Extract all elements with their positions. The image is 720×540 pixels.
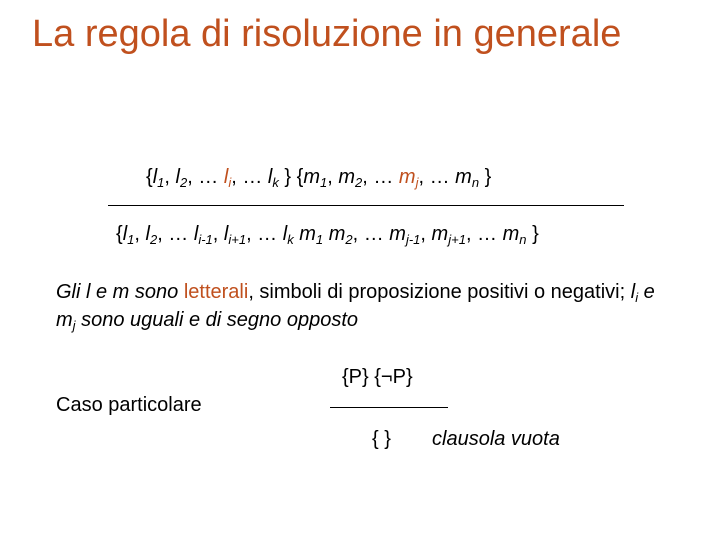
literal-m2: $m_2$ [328,223,353,247]
literal-m1: $m_1$ [299,223,324,247]
literal-l1: $l_1$ [122,223,135,247]
premise-formula: {$l_1$, $l_2$, … $l_i$, … $l_k$ } {$m_1$, $m_2$, … $m_j$, … $m_n$ } [146,166,492,190]
literal-m2: $m_2$ [338,166,363,190]
letterali-term: letterali [183,281,249,303]
literal-li-minus-1: $l_{i-1}$ [193,223,213,247]
literal-li: $l_i$ [223,166,232,190]
literal-li-plus-1: $l_{i+1}$ [223,223,247,247]
special-case-label: Caso particolare [56,394,202,416]
literal-l2: $l_2$ [145,223,158,247]
resolvent-formula: {$l_1$, $l_2$, … $l_{i-1}$, $l_{i+1}$, … $l_k$ $m_1$ $m_2$, … $m_{j-1}$, $m_{j+1}$, … $m_n$ } [116,223,539,247]
literal-mj-minus-1: $m_{j-1}$ [389,223,421,247]
explanation-text: Gli l e m sono letterali, simboli di proposizione positivi o negativi; $l_i$ e $m_j$ sono uguali e di segno opposto [56,281,655,333]
empty-clause: { } [372,428,391,450]
literal-l1: $l_1$ [152,166,165,190]
literal-lk: $l_k$ [267,166,279,190]
empty-clause-label: clausola vuota [432,428,560,450]
literal-li: $l_i$ [630,281,639,305]
inference-rule-line [108,205,624,206]
special-case-premise: {P} {¬P} [342,366,413,388]
literal-m1: $m_1$ [303,166,328,190]
literal-mn: $m_n$ [502,223,527,247]
literal-mn: $m_n$ [455,166,480,190]
literal-mj: $m_j$ [398,166,419,190]
literal-mj-plus-1: $m_{j+1}$ [431,223,466,247]
literal-l2: $l_2$ [175,166,188,190]
special-case-rule-line [330,407,448,408]
literal-mj: $m_j$ [56,309,76,333]
literal-lk: $l_k$ [282,223,294,247]
slide-title: La regola di risoluzione in generale [32,13,622,55]
